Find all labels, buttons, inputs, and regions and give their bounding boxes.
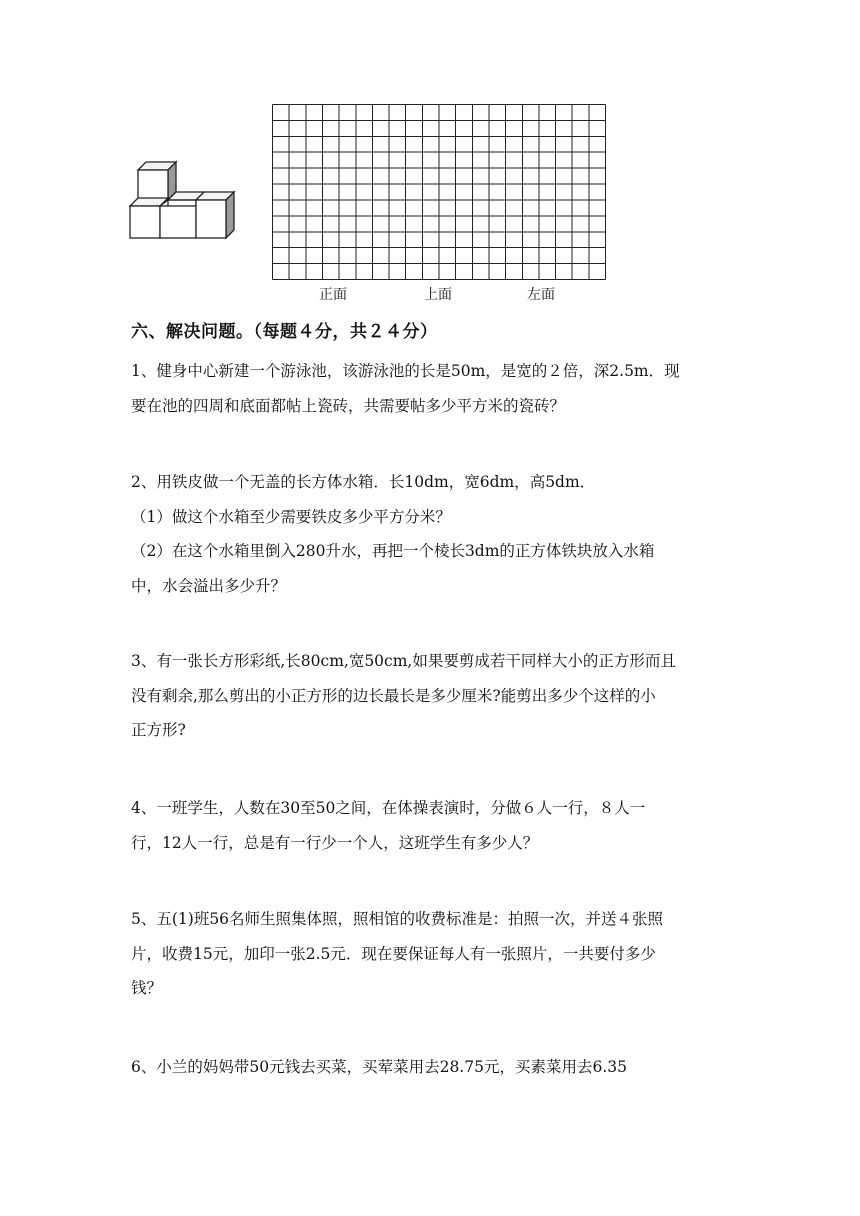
label-left-view: 左面 — [527, 287, 555, 303]
problem-line: 6、小兰的妈妈带50元钱去买菜，买荤菜用去28.75元，买素菜用去6.35 — [131, 1058, 627, 1076]
problem-line: 正方形? — [131, 721, 186, 739]
problem-line: 3、有一张长方形彩纸,长80cm,宽50cm,如果要剪成若干同样大小的正方形而且 — [131, 652, 676, 670]
problem-6 — [131, 1050, 731, 1085]
problem-line: 行，12人一行，总是有一行少一个人，这班学生有多少人？ — [131, 833, 539, 852]
section-title: 六、解决问题。（每题４分，共２４分） — [131, 322, 438, 342]
problem-line: 片，收费15元，加印一张2.5元．现在要保证每人有一张照片，一共要付多少 — [131, 944, 656, 963]
problem-line: 5、五(1)班56名师生照集体照，照相馆的收费标准是：拍照一次，并送４张照 — [131, 910, 664, 928]
problem-4 — [131, 791, 731, 860]
problem-3 — [131, 644, 731, 748]
problem-line: （1）做这个水箱至少需要铁皮多少平方分米？ — [131, 507, 451, 526]
problem-line: （2）在这个水箱里倒入280升水，再把一个棱长3dm的正方体铁块放入水箱 — [131, 542, 655, 560]
problem-5 — [131, 902, 731, 1006]
problem-line: 要在池的四周和底面都帖上瓷砖，共需要帖多少平方米的瓷砖？ — [131, 396, 566, 415]
cube-figure — [128, 160, 238, 242]
label-front-view: 正面 — [319, 287, 347, 303]
problem-line: 中，水会溢出多少升？ — [131, 576, 287, 595]
problem-1 — [131, 354, 731, 423]
grid-paper — [272, 104, 606, 280]
problem-line: 钱？ — [131, 979, 163, 997]
problem-line: 4、一班学生，人数在30至50之间，在体操表演时，分做６人一行，８人一 — [131, 799, 646, 817]
problem-line: 没有剩余,那么剪出的小正方形的边长最长是多少厘米?能剪出多少个这样的小 — [131, 686, 656, 705]
problem-2 — [131, 465, 731, 603]
problem-line: 2、用铁皮做一个无盖的长方体水箱．长10dm，宽6dm，高5dm． — [131, 473, 596, 491]
label-top-view: 上面 — [424, 287, 452, 303]
problem-line: 1、健身中心新建一个游泳池，该游泳池的长是50m，是宽的２倍，深2.5m．现 — [131, 362, 680, 380]
